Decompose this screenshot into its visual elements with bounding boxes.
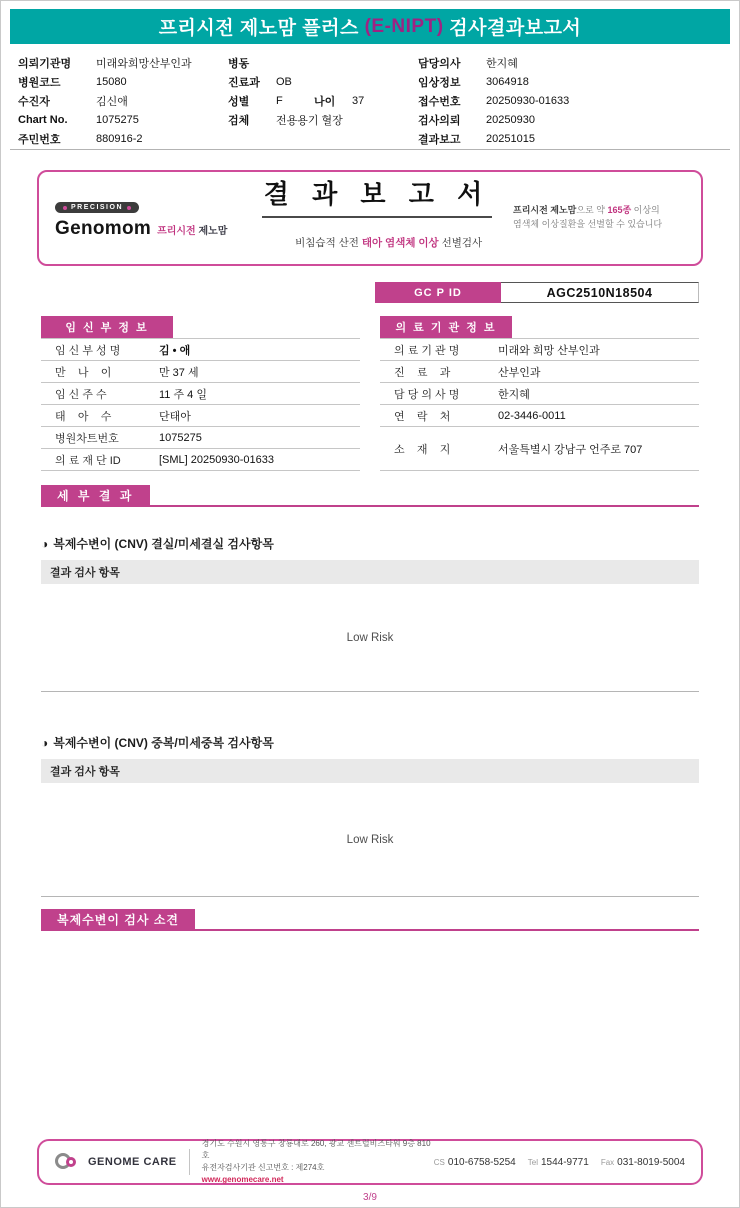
- mother-info-table: [41, 316, 360, 471]
- report-title-block: [241, 174, 513, 262]
- footer-contacts: [434, 1157, 685, 1168]
- table-row: 의 료 재 단 ID [SML] 20250930-01633: [41, 449, 360, 471]
- field-age-label: 나이: [314, 95, 336, 108]
- field-test-request-date: 검사의뢰 20250930: [418, 113, 535, 127]
- field-patient-name: 수진자 김신애: [18, 95, 128, 108]
- cnv-duplication-result: [41, 783, 699, 897]
- field-requesting-org: 의뢰기관명 미래와희망산부인과: [18, 57, 192, 70]
- info-tables: [41, 316, 699, 471]
- gcpid-bar: [375, 282, 699, 303]
- field-sex-age: 성별 F 나이 37: [228, 94, 365, 108]
- footer-fax: Fax 031-8019-5004: [600, 1156, 685, 1168]
- table-row: 임 신 부 성 명 김 • 애: [41, 339, 360, 361]
- half-circle-bullet-icon: ◑: [41, 536, 49, 551]
- patient-info-col-left: [18, 53, 228, 148]
- cnv-deletion-result: [41, 584, 699, 692]
- precision-badge: [55, 202, 139, 213]
- precision-badge-label: PRECISION: [71, 204, 124, 211]
- banner-title-pre: 프리시전 제노맘 플러스: [158, 18, 365, 39]
- table-row: 태 아 수 단태아: [41, 405, 360, 427]
- table-row: 담 당 의 사 명 한지혜: [380, 383, 699, 405]
- field-receipt-no: 접수번호 20250930-01633: [418, 94, 570, 108]
- report-note: 프리시전 제노맘으로 약 165종 이상의 염색체 이상질환을 선별할 수 있습니다: [513, 190, 685, 246]
- half-circle-bullet-icon: ◑: [41, 735, 49, 750]
- footer-address: [202, 1138, 434, 1186]
- gcpid-value: AGC2510N18504: [501, 282, 699, 303]
- patient-info-header: [10, 51, 730, 150]
- detail-results-section-title: 세 부 결 과: [41, 485, 150, 505]
- badge-dot-icon: [127, 206, 131, 210]
- genomom-logo: [55, 197, 241, 240]
- clinic-info-table: [380, 316, 699, 471]
- report-title-banner: [10, 9, 730, 44]
- table-row: 연 락 처 02-3446-0011: [380, 405, 699, 427]
- clinic-info-body: [380, 338, 699, 471]
- table-row: 병원차트번호 1075275: [41, 427, 360, 449]
- genome-care-logo: [55, 1153, 177, 1171]
- cnv-deletion-column-header: 결과 검사 항목: [41, 560, 699, 584]
- genome-care-logo-text: GENOME CARE: [88, 1156, 177, 1168]
- logo-korean-text: 프리시전 제노맘: [157, 225, 228, 237]
- genome-care-logo-icon: [55, 1153, 81, 1171]
- field-doctor: 담당의사 한지혜: [418, 57, 518, 70]
- gcpid-label: GC P ID: [375, 282, 501, 303]
- footer-box: [37, 1139, 703, 1185]
- cnv-deletion-title: ◑ 복제수변이 (CNV) 결실/미세결실 검사항목: [41, 536, 274, 551]
- cnv-deletion-result-value: Low Risk: [346, 631, 394, 644]
- clinic-info-header: 의 료 기 관 정 보: [380, 316, 512, 338]
- field-sex-value: F: [276, 94, 283, 107]
- report-header-box: [37, 170, 703, 266]
- cnv-duplication-title: ◑ 복제수변이 (CNV) 중복/미세중복 검사항목: [41, 735, 274, 750]
- cnv-duplication-column-header: 결과 검사 항목: [41, 759, 699, 783]
- footer-cs: CS 010-6758-5254: [433, 1156, 516, 1168]
- footer-address-line1: 경기도 수원시 영통구 창룡대로 260, 광교 센트럴비즈타워 9층 810호: [201, 1139, 431, 1160]
- badge-dot-icon: [63, 206, 67, 210]
- field-chart-no: Chart No. 1075275: [18, 113, 139, 126]
- banner-title-post: 검사결과보고서: [443, 18, 582, 39]
- logo-wordmark: [55, 218, 241, 240]
- report-note-line2: 염색체 이상질환을 선별할 수 있습니다: [513, 219, 663, 229]
- footer-website: www.genomecare.net: [201, 1175, 284, 1184]
- banner-title-highlight: (E-NIPT): [364, 15, 444, 37]
- table-row: 진 료 과 산부인과: [380, 361, 699, 383]
- table-row: 의 료 기 관 명 미래와 희망 산부인과: [380, 339, 699, 361]
- field-clinical-info: 임상정보 3064918: [418, 75, 529, 89]
- mother-info-body: [41, 338, 360, 471]
- detail-results-section-bar: [41, 487, 699, 507]
- field-report-date: 결과보고 20251015: [418, 132, 535, 146]
- cnv-duplication-result-value: Low Risk: [346, 833, 394, 846]
- report-title: 결 과 보 고 서: [262, 174, 492, 218]
- field-department: 진료과 OB: [228, 75, 292, 89]
- field-ward: 병동: [228, 57, 250, 70]
- field-age-value: 37: [352, 94, 365, 107]
- page-number: 3/9: [363, 1192, 377, 1203]
- table-row: 소 재 지 서울특별시 강남구 언주로 707: [380, 427, 699, 471]
- cnv-opinion-section-bar: [41, 911, 699, 931]
- footer-divider: [189, 1149, 190, 1175]
- footer-tel: Tel 1544-9771: [527, 1156, 589, 1168]
- footer-address-line2: 유전자검사기관 신고번호 : 제274호: [201, 1163, 325, 1172]
- field-hospital-code: 병원코드 15080: [18, 75, 127, 89]
- logo-genomom-text: Genomom: [55, 217, 152, 239]
- field-resident-no: 주민번호 880916-2: [18, 132, 143, 146]
- field-specimen: 검체 전용용기 혈장: [228, 114, 343, 127]
- patient-info-col-right: [418, 53, 718, 148]
- table-row: 임 신 주 수 11 주 4 일: [41, 383, 360, 405]
- cnv-opinion-section-title: 복제수변이 검사 소견: [41, 909, 195, 929]
- report-subtitle: 비침습적 산전 태아 염색체 이상 선별검사: [295, 237, 483, 249]
- mother-info-header: 임 신 부 정 보: [41, 316, 173, 338]
- patient-info-col-middle: [228, 53, 413, 129]
- table-row: 만 나 이 만 37 세: [41, 361, 360, 383]
